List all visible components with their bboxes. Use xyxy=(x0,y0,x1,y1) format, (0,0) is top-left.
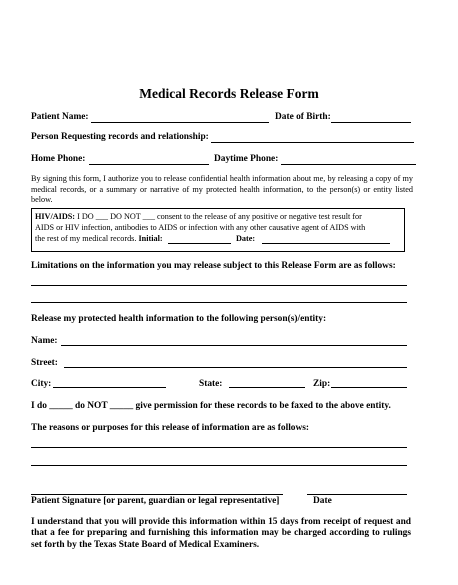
state-field[interactable] xyxy=(229,387,305,388)
hiv-line-1 xyxy=(35,212,362,221)
dob-label: Date of Birth: xyxy=(275,112,331,122)
limitations-field-1[interactable] xyxy=(31,285,407,286)
home-phone-label: Home Phone: xyxy=(31,154,86,164)
requestor-label: Person Requesting records and relationship: xyxy=(31,132,209,142)
signature-field[interactable] xyxy=(31,494,283,495)
requestor-field[interactable] xyxy=(211,142,414,143)
zip-label: Zip: xyxy=(313,379,331,389)
dob-field[interactable] xyxy=(331,122,411,123)
hiv-date-field[interactable] xyxy=(262,243,390,244)
reasons-label: The reasons or purposes for this release of information are as follows: xyxy=(31,423,310,433)
street-label: Street: xyxy=(31,358,58,368)
hiv-line-3-text: the rest of my medical records. xyxy=(35,234,139,243)
city-label: City: xyxy=(31,379,52,389)
hiv-line-3 xyxy=(35,234,163,243)
signature-label: Patient Signature [or parent, guardian or legal representative] xyxy=(31,496,280,506)
form-title: Medical Records Release Form xyxy=(139,86,319,101)
authorization-text: By signing this form, I authorize you to release confidential health information about me, by releasing a copy of my medical records, or a summary or narrative of my protected health information, to the person(s) or entity listed below. xyxy=(31,174,413,205)
reasons-field-2[interactable] xyxy=(31,465,407,466)
footer-statement: I understand that you will provide this information within 15 days from receipt of request and that a fee for preparing and furnishing this information may be charged according to rulings set forth by the Texas State Board of Medical Examiners. xyxy=(31,517,411,550)
state-label: State: xyxy=(199,379,223,389)
daytime-phone-field[interactable] xyxy=(281,164,416,165)
name-label: Name: xyxy=(31,336,58,346)
hiv-line-2: AIDS or HIV infection, antibodies to AIDS or infection with any other causative agent of AIDS with xyxy=(35,223,366,232)
hiv-consent-text: I DO ___ DO NOT ___ consent to the release of any positive or negative test result for xyxy=(75,212,362,221)
street-field[interactable] xyxy=(64,367,407,368)
hiv-initial-field[interactable] xyxy=(168,243,231,244)
hiv-lead: HIV/AIDS: xyxy=(35,212,76,221)
signature-date-field[interactable] xyxy=(307,494,407,495)
hiv-initial-label: Initial: xyxy=(138,234,163,243)
home-phone-field[interactable] xyxy=(89,164,209,165)
limitations-field-2[interactable] xyxy=(31,302,407,303)
hiv-date-label: Date: xyxy=(236,234,256,243)
limitations-label: Limitations on the information you may release subject to this Release Form are as follows: xyxy=(31,261,396,271)
patient-name-label: Patient Name: xyxy=(31,112,89,122)
reasons-field-1[interactable] xyxy=(31,447,407,448)
release-to-label: Release my protected health information to the following person(s)/entity: xyxy=(31,314,327,324)
name-field[interactable] xyxy=(61,345,407,346)
zip-field[interactable] xyxy=(331,387,407,388)
signature-date-label: Date xyxy=(313,496,332,506)
patient-name-field[interactable] xyxy=(91,122,269,123)
city-field[interactable] xyxy=(53,387,166,388)
fax-permission-text: I do _____ do NOT _____ give permission for these records to be faxed to the above entity. xyxy=(31,401,391,411)
daytime-phone-label: Daytime Phone: xyxy=(214,154,279,164)
